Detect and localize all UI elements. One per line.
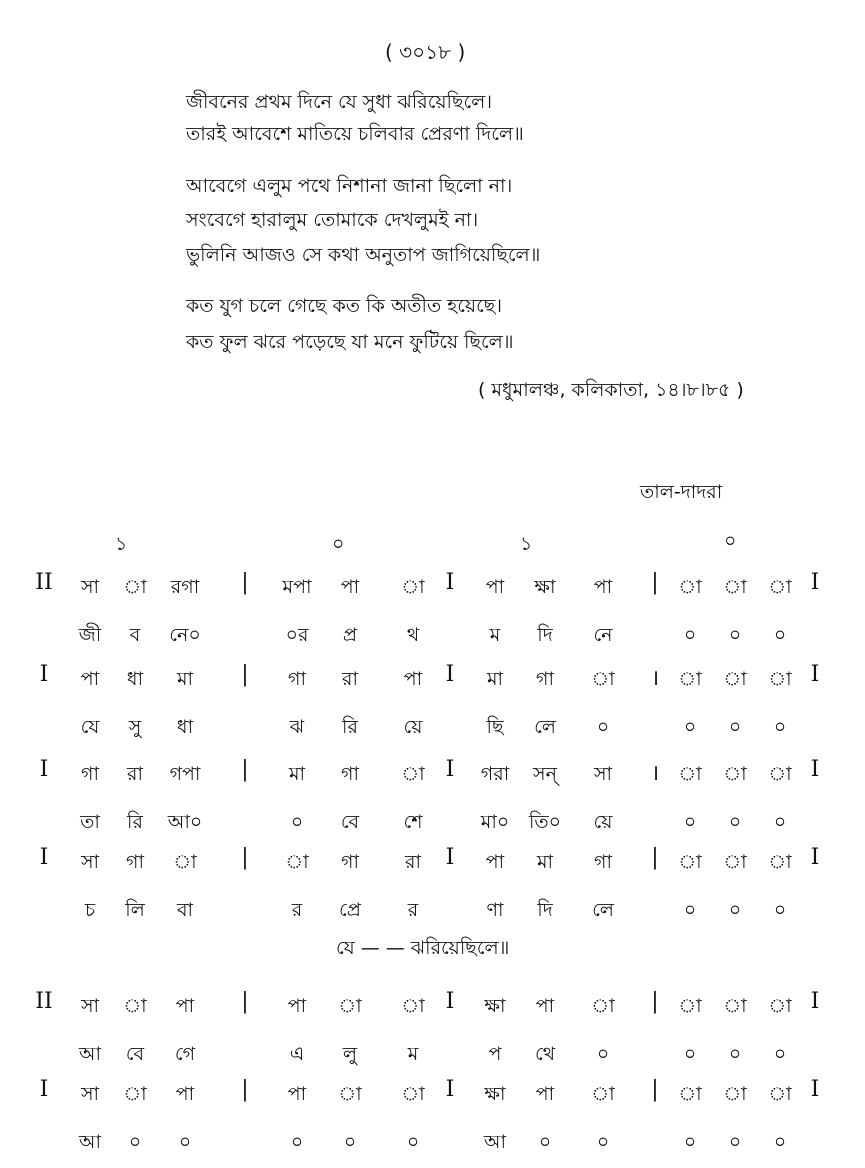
lyric-syllable: প্র — [342, 624, 358, 646]
swara-note: পা — [485, 851, 505, 873]
lyric-syllable: থে — [534, 1043, 556, 1065]
swara-note: গা — [341, 851, 359, 873]
bar-line: | — [241, 662, 249, 687]
bar-line: I — [39, 757, 49, 782]
verse-line: ভুলিনি আজও সে কথা অনুতাপ জাগিয়েছিলে॥ — [186, 244, 541, 266]
lyric-syllable: থ — [406, 624, 420, 646]
swara-note: া — [401, 1083, 425, 1105]
swara-note: রা — [127, 763, 143, 785]
swara-note: গা — [341, 763, 359, 785]
lyric-syllable: ০ — [773, 811, 787, 833]
swara-note: া — [723, 576, 747, 598]
lyric-syllable: ০ — [406, 1131, 420, 1153]
bar-line: I — [39, 1077, 49, 1102]
swara-note: া — [768, 1083, 792, 1105]
lyric-syllable: ম — [489, 624, 501, 646]
bar-line: | — [241, 845, 249, 870]
bar-line: I — [445, 989, 455, 1014]
bar-line: I — [445, 845, 455, 870]
swara-note: া — [678, 668, 702, 690]
swara-note: পা — [175, 1083, 195, 1105]
swara-note: া — [723, 763, 747, 785]
swara-note: সা — [80, 995, 100, 1017]
lyric-syllable: গে — [174, 1043, 196, 1065]
bar-line: I — [39, 845, 49, 870]
swara-note: া — [768, 576, 792, 598]
lyric-syllable: ০ — [728, 899, 742, 921]
swara-note: পা — [340, 576, 360, 598]
lyric-syllable: প্রে — [339, 899, 361, 921]
swara-note: া — [678, 763, 702, 785]
bar-line: I — [445, 1077, 455, 1102]
lyric-syllable: বে — [340, 811, 360, 833]
swara-note: গা — [288, 668, 306, 690]
lyric-syllable: তা — [80, 811, 100, 833]
beat-mark: ১ — [115, 533, 128, 555]
lyric-syllable: র — [407, 899, 419, 921]
swara-note: া — [401, 763, 425, 785]
swara-note: া — [173, 851, 197, 873]
swara-note: মা — [176, 668, 194, 690]
bar-line: I — [810, 1077, 820, 1102]
swara-note: া — [401, 995, 425, 1017]
swara-note: া — [678, 995, 702, 1017]
swara-note: া — [123, 1083, 147, 1105]
swara-note: া — [678, 1083, 702, 1105]
lyric-syllable: ঝ — [289, 716, 305, 738]
lyric-syllable: রি — [127, 811, 143, 833]
swara-note: া — [723, 851, 747, 873]
bar-line: I — [810, 570, 820, 595]
bar-line: | — [241, 757, 249, 782]
swara-note: সা — [593, 763, 613, 785]
lyric-syllable: ম — [407, 1043, 419, 1065]
bar-line: | — [241, 570, 249, 595]
bar-line: | — [241, 989, 249, 1014]
bar-line: I — [810, 845, 820, 870]
lyric-syllable: তি০ — [528, 811, 562, 833]
lyric-syllable: সু — [128, 716, 142, 738]
lyric-syllable: ০ — [683, 1043, 697, 1065]
verse-line: সংবেগে হারালুম তোমাকে দেখলুমই না। — [186, 209, 479, 231]
lyric-syllable: নে০ — [169, 624, 201, 646]
swara-note: া — [123, 576, 147, 598]
swara-note: া — [768, 995, 792, 1017]
beat-mark: ১ — [520, 533, 533, 555]
bar-line: | — [651, 570, 659, 595]
swara-note: পা — [593, 576, 613, 598]
bar-line: | — [651, 989, 659, 1014]
swara-note: া — [591, 1083, 615, 1105]
swara-note: া — [401, 576, 425, 598]
bar-line: II — [35, 570, 53, 595]
lyric-syllable: ০ — [728, 1043, 742, 1065]
bar-line: | — [651, 845, 659, 870]
refrain-line: যে — — ঝরিয়েছিলে॥ — [336, 937, 510, 959]
swara-note: া — [678, 851, 702, 873]
lyric-syllable: ০র — [285, 624, 309, 646]
lyric-syllable: ০ — [773, 1131, 787, 1153]
lyric-syllable: ০ — [728, 811, 742, 833]
lyric-syllable: ০ — [683, 716, 697, 738]
bar-line: I — [445, 570, 455, 595]
swara-note: া — [768, 668, 792, 690]
swara-note: গপা — [169, 763, 201, 785]
swara-note: া — [678, 576, 702, 598]
bar-line: । — [650, 761, 660, 786]
lyric-syllable: য়ে — [403, 716, 423, 738]
lyric-syllable: আ — [78, 1131, 102, 1153]
lyric-syllable: লি — [125, 899, 145, 921]
bar-line: I — [445, 662, 455, 687]
swara-note: া — [768, 851, 792, 873]
lyric-syllable: শে — [403, 811, 423, 833]
swara-note: ধা — [126, 668, 144, 690]
lyric-syllable: এ — [289, 1043, 305, 1065]
lyric-syllable: নে — [593, 624, 613, 646]
lyric-syllable: ০ — [773, 624, 787, 646]
swara-note: সন্ — [533, 763, 557, 785]
lyric-syllable: প — [488, 1043, 502, 1065]
lyric-syllable: ০ — [683, 1131, 697, 1153]
lyric-syllable: ব — [129, 624, 141, 646]
lyric-syllable: আ — [78, 1043, 102, 1065]
swara-note: পা — [287, 995, 307, 1017]
bar-line: | — [241, 1077, 249, 1102]
swara-note: রা — [342, 668, 358, 690]
swara-note: া — [723, 1083, 747, 1105]
lyric-syllable: চ — [84, 899, 96, 921]
verse-line: আবেগে এলুম পথে নিশানা জানা ছিলো না। — [186, 175, 513, 197]
swara-note: া — [723, 995, 747, 1017]
swara-note: সা — [80, 576, 100, 598]
swara-note: া — [285, 851, 309, 873]
lyric-syllable: জী — [78, 624, 102, 646]
lyric-syllable: ০ — [538, 1131, 552, 1153]
lyric-syllable: ০ — [683, 811, 697, 833]
swara-note: সা — [80, 851, 100, 873]
lyric-syllable: য়ে — [593, 811, 613, 833]
swara-note: ক্ষা — [534, 576, 556, 598]
swara-note: পা — [535, 1083, 555, 1105]
bar-line: I — [810, 757, 820, 782]
verse-line: তারই আবেশে মাতিয়ে চলিবার প্রেরণা দিলে॥ — [186, 123, 524, 145]
lyric-syllable: ০ — [728, 624, 742, 646]
swara-note: পা — [535, 995, 555, 1017]
lyric-syllable: ধা — [176, 716, 194, 738]
lyric-syllable: দি — [537, 624, 553, 646]
lyric-syllable: লে — [534, 716, 556, 738]
swara-note: া — [768, 763, 792, 785]
swara-note: রা — [405, 851, 421, 873]
swara-note: পা — [485, 576, 505, 598]
lyric-syllable: ০ — [683, 899, 697, 921]
swara-note: া — [591, 668, 615, 690]
bar-line: | — [651, 1077, 659, 1102]
beat-mark: ০ — [332, 533, 345, 555]
lyric-syllable: ০ — [773, 899, 787, 921]
lyric-syllable: ০ — [596, 716, 610, 738]
swara-note: া — [123, 995, 147, 1017]
swara-note: পা — [403, 668, 423, 690]
lyric-syllable: লে — [592, 899, 614, 921]
swara-note: া — [338, 1083, 362, 1105]
bar-line: I — [445, 757, 455, 782]
swara-note: গরা — [480, 763, 510, 785]
swara-note: গা — [126, 851, 144, 873]
swara-note: া — [591, 995, 615, 1017]
lyric-syllable: ০ — [343, 1131, 357, 1153]
swara-note: পা — [80, 668, 100, 690]
verse-line: জীবনের প্রথম দিনে যে সুধা ঝরিয়েছিলে। — [186, 91, 493, 113]
lyric-syllable: বে — [125, 1043, 145, 1065]
swara-note: মপা — [282, 576, 312, 598]
swara-note: পা — [287, 1083, 307, 1105]
page-number: ( ৩০১৮ ) — [385, 40, 466, 64]
lyric-syllable: আ — [483, 1131, 507, 1153]
lyric-syllable: ০ — [596, 1131, 610, 1153]
lyric-syllable: ০ — [178, 1131, 192, 1153]
source-citation: ( মধুমালঞ্চ, কলিকাতা, ১৪।৮।৮৫ ) — [478, 379, 744, 401]
lyric-syllable: লু — [342, 1043, 358, 1065]
swara-note: গা — [81, 763, 99, 785]
lyric-syllable: ০ — [596, 1043, 610, 1065]
bar-line: I — [39, 662, 49, 687]
swara-note: া — [338, 995, 362, 1017]
swara-note: া — [723, 668, 747, 690]
lyric-syllable: ০ — [773, 1043, 787, 1065]
lyric-syllable: ০ — [128, 1131, 142, 1153]
lyric-syllable: ০ — [290, 811, 304, 833]
verse-line: কত ফুল ঝরে পড়েছে যা মনে ফুটিয়ে ছিলে॥ — [186, 331, 514, 353]
lyric-syllable: ছি — [486, 716, 504, 738]
lyric-syllable: ০ — [728, 716, 742, 738]
lyric-syllable: আ০ — [167, 811, 203, 833]
bar-line: I — [810, 989, 820, 1014]
lyric-syllable: বা — [176, 899, 194, 921]
lyric-syllable: ০ — [773, 716, 787, 738]
bar-line: । — [650, 666, 660, 691]
lyric-syllable: দি — [537, 899, 553, 921]
lyric-syllable: ণা — [486, 899, 504, 921]
lyric-syllable: ০ — [683, 624, 697, 646]
lyric-syllable: ০ — [728, 1131, 742, 1153]
lyric-syllable: ০ — [290, 1131, 304, 1153]
tala-label: তাল-দাদরা — [640, 481, 723, 503]
swara-note: গা — [594, 851, 612, 873]
swara-note: মা — [536, 851, 554, 873]
swara-note: পা — [175, 995, 195, 1017]
lyric-syllable: মা০ — [480, 811, 510, 833]
verse-line: কত যুগ চলে গেছে কত কি অতীত হয়েছে। — [186, 295, 503, 317]
lyric-syllable: র — [291, 899, 303, 921]
swara-note: সা — [80, 1083, 100, 1105]
beat-mark: ০ — [724, 530, 737, 552]
lyric-syllable: রি — [342, 716, 358, 738]
swara-note: রগা — [170, 576, 200, 598]
swara-note: গা — [536, 668, 554, 690]
swara-note: ক্ষা — [484, 1083, 506, 1105]
swara-note: ক্ষা — [484, 995, 506, 1017]
bar-line: II — [35, 989, 53, 1014]
swara-note: মা — [288, 763, 306, 785]
lyric-syllable: যে — [80, 716, 100, 738]
bar-line: I — [810, 662, 820, 687]
swara-note: মা — [486, 668, 504, 690]
